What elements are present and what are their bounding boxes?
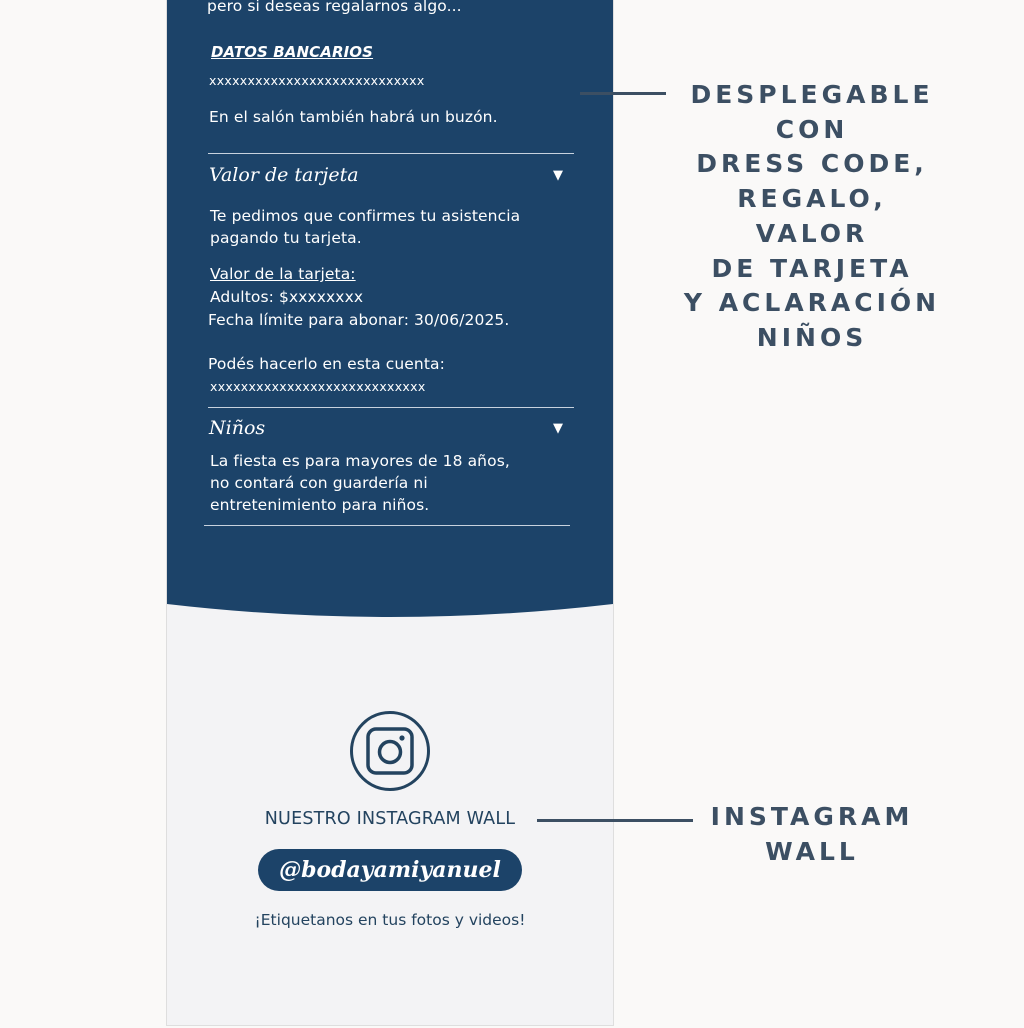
info-panel xyxy=(167,0,613,640)
kids-text-line1: La fiesta es para mayores de 18 años, xyxy=(210,452,510,470)
accordion-title-kids: Niños xyxy=(209,417,266,439)
annotation-line: NIÑOS xyxy=(756,322,868,352)
instagram-handle-text: @bodayamiyanuel xyxy=(279,857,501,883)
accordion-title-card-value: Valor de tarjeta xyxy=(209,164,359,186)
section-divider xyxy=(208,407,574,408)
annotation-line: Y ACLARACIÓN xyxy=(683,288,941,318)
section-divider xyxy=(208,153,574,154)
chevron-down-icon[interactable]: ▼ xyxy=(553,421,563,436)
instagram-handle-button[interactable] xyxy=(258,849,522,891)
bank-details-heading: DATOS BANCARIOS xyxy=(211,43,374,61)
payment-account-number: xxxxxxxxxxxxxxxxxxxxxxxxxxxx xyxy=(210,379,426,394)
annotation-line: DRESS CODE, xyxy=(696,149,928,179)
card-confirm-text-line1: Te pedimos que confirmes tu asistencia xyxy=(210,207,521,225)
instagram-wall-label: NUESTRO INSTAGRAM WALL xyxy=(264,809,516,829)
annotation-line: VALOR xyxy=(755,218,869,248)
tag-us-text: ¡Etiquetanos en tus fotos y videos! xyxy=(254,911,526,929)
account-intro: Podés hacerlo en esta cuenta: xyxy=(208,355,445,373)
phone-preview xyxy=(166,0,614,1026)
bank-account-number: xxxxxxxxxxxxxxxxxxxxxxxxxxxx xyxy=(209,73,425,88)
callout-line-instagram xyxy=(537,819,693,822)
annotation-line: CON xyxy=(775,114,849,144)
instagram-icon[interactable] xyxy=(349,710,431,792)
mailbox-note: En el salón también habrá un buzón. xyxy=(209,108,498,126)
annotation-instagram xyxy=(676,800,948,869)
card-confirm-text-line2: pagando tu tarjeta. xyxy=(210,229,362,247)
annotation-line: INSTAGRAM xyxy=(710,802,914,831)
annotation-line: REGALO, xyxy=(737,184,887,214)
chevron-down-icon[interactable]: ▼ xyxy=(553,168,563,183)
callout-line-dropdown xyxy=(580,92,666,95)
payment-deadline: Fecha límite para abonar: 30/06/2025. xyxy=(208,311,510,329)
panel-wave-edge xyxy=(167,590,613,650)
section-divider xyxy=(204,525,570,526)
card-value-label: Valor de la tarjeta: xyxy=(210,265,356,283)
annotation-line: WALL xyxy=(765,836,859,866)
kids-text-line3: entretenimiento para niños. xyxy=(210,496,430,514)
gift-intro-text: pero si deseas regalarnos algo... xyxy=(207,0,462,15)
annotation-dropdown xyxy=(676,78,948,356)
annotation-line: DE TARJETA xyxy=(711,253,913,283)
kids-text-line2: no contará con guardería ni xyxy=(210,474,428,492)
annotation-line: DESPLEGABLE xyxy=(690,80,934,109)
adults-price: Adultos: $xxxxxxxx xyxy=(210,288,364,306)
